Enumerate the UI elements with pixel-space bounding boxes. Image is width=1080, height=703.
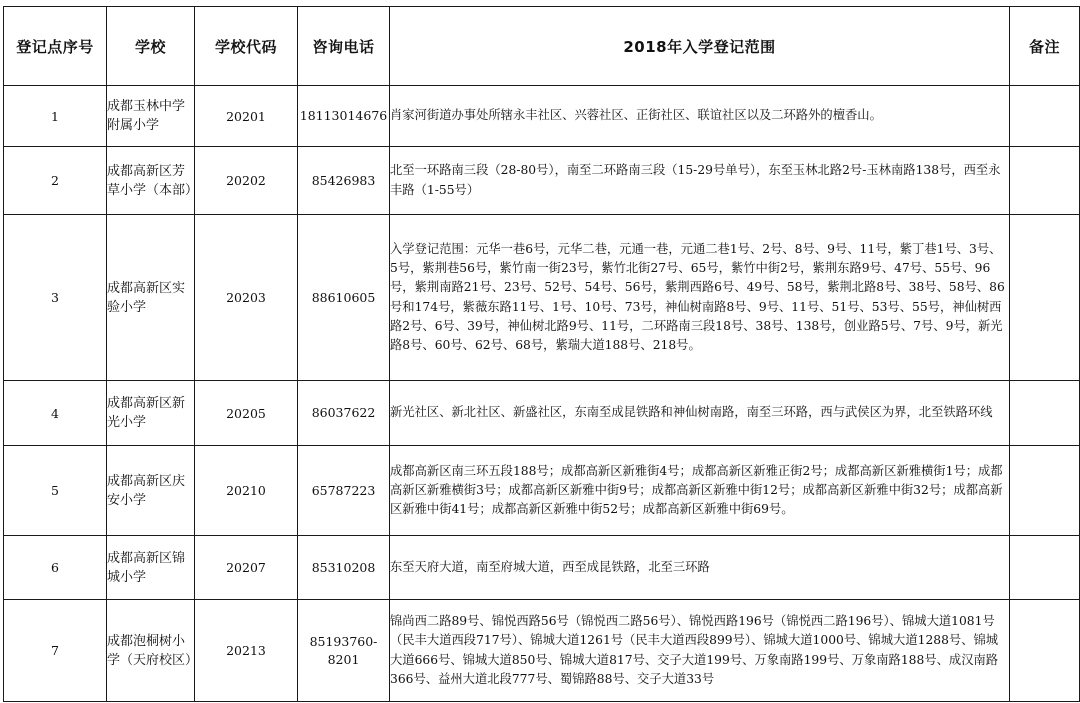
cell-code: 20207 [195, 536, 298, 600]
cell-phone: 86037622 [298, 381, 390, 446]
cell-seq: 2 [4, 147, 107, 215]
cell-range: 锦尚西二路89号、锦悦西路56号（锦悦西二路56号）、锦悦西路196号（锦悦西二路196号）、锦城大道1081号（民丰大道西段717号）、锦城大道1261号（民丰大道西段899号）、锦城大道1000号、锦城大道1288号、锦城大道666号、锦城大道850号、锦城大道817号、交子大道199号、万象南路199号、万象南路188号、成汉南路366号、益州大道北段777号、蜀锦路88号、交子大道33号 [390, 600, 1010, 702]
cell-note [1010, 536, 1080, 600]
cell-school: 成都高新区庆安小学 [107, 446, 195, 536]
cell-code: 20201 [195, 86, 298, 147]
cell-phone: 85193760-8201 [298, 600, 390, 702]
cell-code: 20202 [195, 147, 298, 215]
cell-seq: 5 [4, 446, 107, 536]
cell-seq: 4 [4, 381, 107, 446]
cell-school: 成都泡桐树小学（天府校区） [107, 600, 195, 702]
cell-school: 成都玉林中学附属小学 [107, 86, 195, 147]
cell-phone: 18113014676 [298, 86, 390, 147]
cell-note [1010, 600, 1080, 702]
cell-phone: 88610605 [298, 215, 390, 381]
enrollment-table [3, 6, 1080, 702]
table-row [4, 536, 1080, 600]
cell-seq: 3 [4, 215, 107, 381]
cell-range: 新光社区、新北社区、新盛社区，东南至成昆铁路和神仙树南路，南至三环路，西与武侯区为界，北至铁路环线 [390, 381, 1010, 446]
cell-note [1010, 86, 1080, 147]
header-range: 2018年入学登记范围 [390, 7, 1010, 86]
cell-seq: 6 [4, 536, 107, 600]
cell-phone: 85310208 [298, 536, 390, 600]
cell-range: 入学登记范围：元华一巷6号，元华二巷，元通一巷，元通二巷1号、2号、8号、9号、11号，紫丁巷1号、3号、5号，紫荆巷56号，紫竹南一街23号，紫竹北街27号、65号，紫竹中街2号，紫荆东路9号、47号、55号、96号，紫荆南路21号、23号、52号、54号、56号，紫荆西路6号、49号、58号，紫荆北路8号、38号、58号、86号和174号，紫薇东路11号、1号、10号、73号，神仙树南路8号、9号、11号、51号、53号、55号，神仙树西路2号、6号、39号，神仙树北路9号、11号，二环路南三段18号、38号、138号，创业路5号、7号、9号，新光路8号、60号、62号、68号，紫瑞大道188号、218号。 [390, 215, 1010, 381]
cell-code: 20203 [195, 215, 298, 381]
cell-note [1010, 147, 1080, 215]
cell-phone: 85426983 [298, 147, 390, 215]
cell-code: 20213 [195, 600, 298, 702]
table-row [4, 446, 1080, 536]
cell-note [1010, 215, 1080, 381]
table-row [4, 215, 1080, 381]
header-note: 备注 [1010, 7, 1080, 86]
table-row [4, 147, 1080, 215]
cell-seq: 1 [4, 86, 107, 147]
header-code: 学校代码 [195, 7, 298, 86]
cell-school: 成都高新区锦城小学 [107, 536, 195, 600]
cell-range: 肖家河街道办事处所辖永丰社区、兴蓉社区、正街社区、联谊社区以及二环路外的檀香山。 [390, 86, 1010, 147]
cell-code: 20210 [195, 446, 298, 536]
table-row [4, 381, 1080, 446]
cell-seq: 7 [4, 600, 107, 702]
cell-note [1010, 446, 1080, 536]
cell-school: 成都高新区新光小学 [107, 381, 195, 446]
cell-school: 成都高新区芳草小学（本部） [107, 147, 195, 215]
header-phone: 咨询电话 [298, 7, 390, 86]
cell-range: 北至一环路南三段（28-80号），南至二环路南三段（15-29号单号），东至玉林北路2号-玉林南路138号，西至永丰路（1-55号） [390, 147, 1010, 215]
cell-phone: 65787223 [298, 446, 390, 536]
table-row [4, 600, 1080, 702]
cell-code: 20205 [195, 381, 298, 446]
cell-school: 成都高新区实验小学 [107, 215, 195, 381]
cell-note [1010, 381, 1080, 446]
cell-range: 成都高新区南三环五段188号；成都高新区新雅街4号；成都高新区新雅正街2号；成都高新区新雅横街1号；成都高新区新雅横街3号；成都高新区新雅中街9号；成都高新区新雅中街12号；成都高新区新雅中街32号；成都高新区新雅中街41号；成都高新区新雅中街52号；成都高新区新雅中街69号。 [390, 446, 1010, 536]
header-row [4, 7, 1080, 86]
cell-range: 东至天府大道，南至府城大道，西至成昆铁路，北至三环路 [390, 536, 1010, 600]
table-row [4, 86, 1080, 147]
header-seq: 登记点序号 [4, 7, 107, 86]
header-school: 学校 [107, 7, 195, 86]
